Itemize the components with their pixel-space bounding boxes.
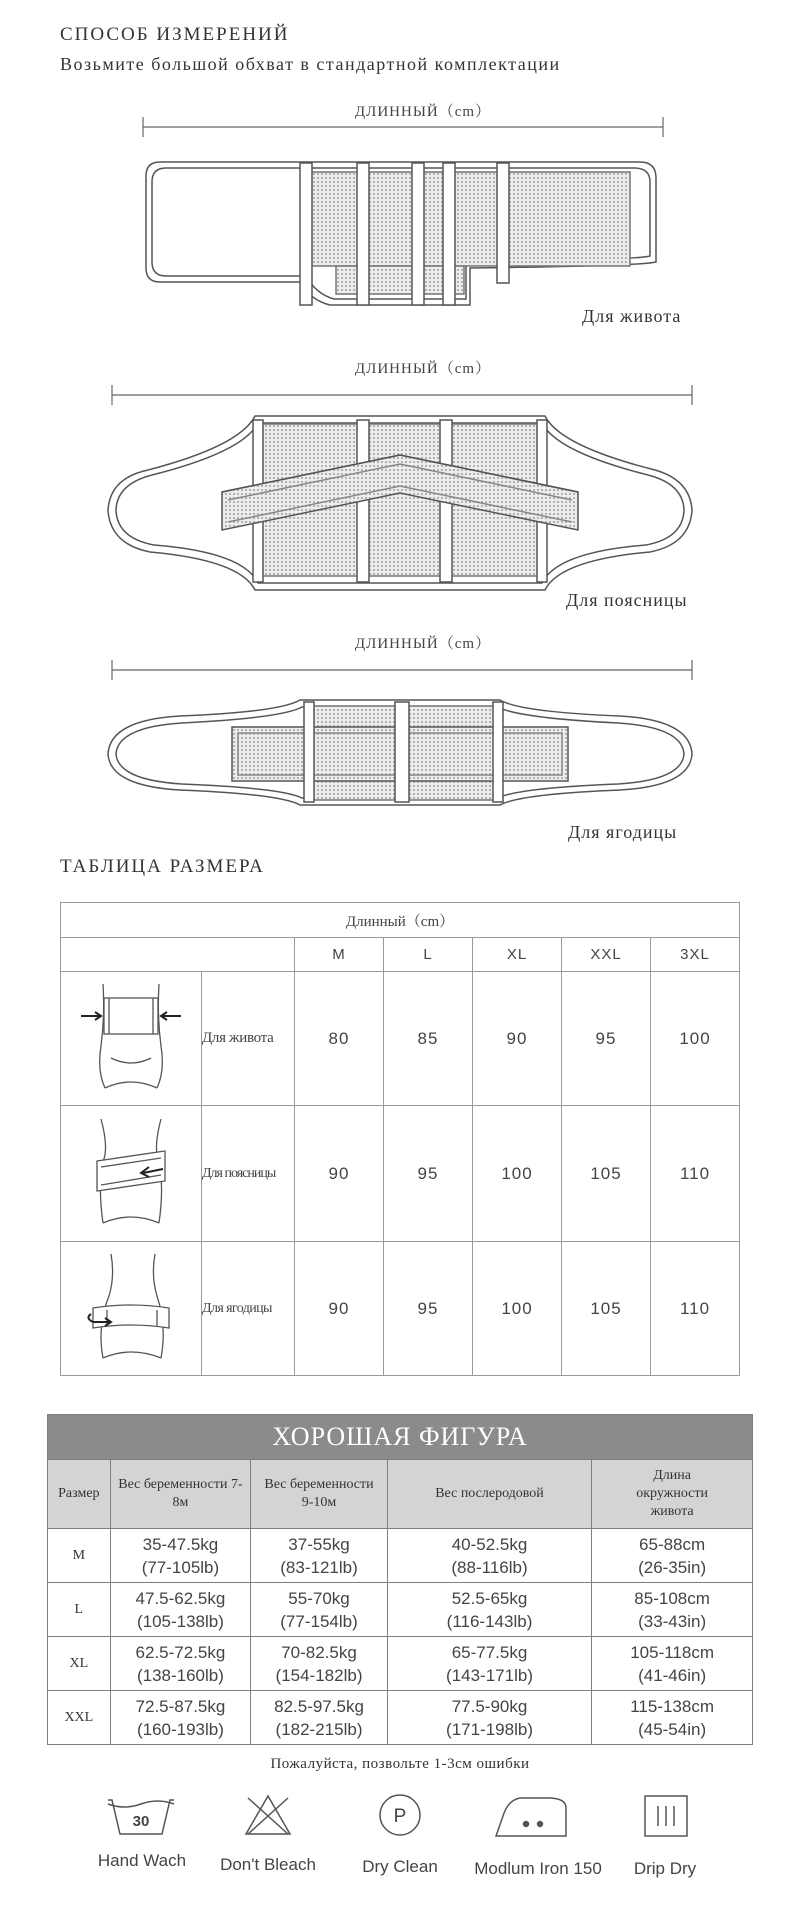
figure-kg: 65-77.5kg — [451, 1642, 528, 1662]
figure-lb: (160-193lb) — [136, 1719, 224, 1739]
size-value: 95 — [384, 1242, 473, 1376]
size-value: 80 — [295, 972, 384, 1106]
dry-clean-letter: P — [393, 1806, 407, 1827]
belt3-label: Для ягодицы — [568, 822, 678, 842]
size-value: 90 — [295, 1242, 384, 1376]
size-value: 100 — [473, 1106, 562, 1242]
figure-abdomen-illustration — [61, 972, 202, 1106]
wash-temp: 30 — [132, 1813, 150, 1830]
size-table — [60, 902, 740, 1376]
belt-buttocks-drawing — [108, 700, 692, 805]
figure-lb: (77-105lb) — [141, 1557, 220, 1577]
figure-kg: 40-52.5kg — [451, 1534, 528, 1554]
size-value: 100 — [651, 972, 740, 1106]
figure-size: XXL — [48, 1691, 111, 1745]
size-row-buttocks — [61, 1242, 740, 1376]
care-label-no-bleach: Don't Bleach — [220, 1855, 316, 1874]
iron-icon — [496, 1798, 566, 1836]
belt2-dimension-line — [112, 385, 692, 405]
figure-size: XL — [48, 1637, 111, 1691]
figure-lb: (88-116lb) — [451, 1557, 528, 1577]
figure-kg: 47.5-62.5kg — [135, 1588, 226, 1608]
size-col-xxl: XXL — [562, 938, 651, 972]
figure-kg: 52.5-65kg — [451, 1588, 528, 1608]
size-table-title: ТАБЛИЦА РАЗМЕРА — [60, 856, 265, 877]
figure-lb: (83-121lb) — [280, 1557, 358, 1577]
size-value: 95 — [384, 1106, 473, 1242]
figure-row-xxl — [48, 1691, 753, 1745]
size-table-corner — [61, 938, 295, 972]
figure-kg: 37-55kg — [288, 1534, 350, 1554]
size-value: 95 — [562, 972, 651, 1106]
care-label-dry-clean: Dry Clean — [362, 1857, 438, 1876]
figure-in: (33-43in) — [638, 1611, 707, 1631]
belt3-dimension-line — [112, 660, 692, 680]
care-label-hand-wash: Hand Wach — [97, 1851, 187, 1870]
figure-lb: (171-198lb) — [446, 1719, 533, 1739]
figure-kg: 55-70kg — [288, 1588, 350, 1608]
belt2-label: Для поясницы — [566, 590, 688, 610]
size-value: 105 — [562, 1242, 651, 1376]
size-row-label: Для живота — [202, 972, 295, 1106]
figure-cm: 65-88cm — [639, 1534, 706, 1554]
torso-lower-back-icon — [71, 1111, 191, 1231]
figure-in: (45-54in) — [638, 1719, 707, 1739]
figure-lb: (77-154lb) — [280, 1611, 358, 1631]
figure-col-belly: Длина окружности живота — [592, 1460, 753, 1529]
figure-kg: 70-82.5kg — [281, 1642, 357, 1662]
size-value: 105 — [562, 1106, 651, 1242]
figure-lb: (182-215lb) — [275, 1719, 363, 1739]
figure-lb: (138-160lb) — [136, 1665, 224, 1685]
size-value: 100 — [473, 1242, 562, 1376]
tolerance-note: Пожалуйста, позвольте 1-3см ошибки — [270, 1756, 530, 1772]
belt2-dim-label: ДЛИННЫЙ（cm） — [354, 361, 492, 377]
size-col-xl: XL — [473, 938, 562, 972]
figure-table-title: ХОРОШАЯ ФИГУРА — [48, 1415, 753, 1460]
figure-row-l — [48, 1583, 753, 1637]
figure-cm: 85-108cm — [634, 1588, 710, 1608]
figure-size: M — [48, 1529, 111, 1583]
belt1-label: Для живота — [582, 306, 682, 326]
size-value: 110 — [651, 1242, 740, 1376]
figure-col-postpartum: Вес послеродовой — [387, 1460, 591, 1529]
belt-diagrams — [0, 0, 800, 860]
figure-lb: (143-171lb) — [446, 1665, 533, 1685]
figure-buttocks-illustration — [61, 1242, 202, 1376]
size-col-3xl: 3XL — [651, 938, 740, 972]
figure-kg: 72.5-87.5kg — [135, 1696, 226, 1716]
size-value: 110 — [651, 1106, 740, 1242]
size-col-m: M — [295, 938, 384, 972]
no-bleach-icon — [246, 1796, 290, 1834]
figure-cm: 105-118cm — [630, 1642, 714, 1662]
belt3-dim-label: ДЛИННЫЙ（cm） — [354, 636, 492, 652]
care-label-iron: Modlum Iron 150 — [474, 1859, 602, 1878]
figure-lb: (154-182lb) — [275, 1665, 363, 1685]
figure-col-pregnancy-9-10: Вес беременности 9-10м — [251, 1460, 388, 1529]
belt-lower-back-drawing — [108, 416, 692, 590]
figure-lower-back-illustration — [61, 1106, 202, 1242]
figure-row-xl — [48, 1637, 753, 1691]
care-label-drip-dry: Drip Dry — [633, 1859, 697, 1878]
figure-cm: 115-138cm — [630, 1696, 714, 1716]
size-table-header: Длинный（cm） — [61, 903, 740, 938]
figure-in: (41-46in) — [638, 1665, 707, 1685]
size-value: 90 — [295, 1106, 384, 1242]
figure-size: L — [48, 1583, 111, 1637]
size-row-abdomen — [61, 972, 740, 1106]
torso-abdomen-icon — [71, 976, 191, 1096]
drip-dry-icon — [645, 1796, 687, 1836]
figure-lb: (105-138lb) — [136, 1611, 224, 1631]
figure-table — [47, 1414, 753, 1745]
figure-col-pregnancy-7-8: Вес беременности 7-8м — [110, 1460, 251, 1529]
figure-kg: 62.5-72.5kg — [135, 1642, 226, 1662]
figure-lb: (116-143lb) — [446, 1611, 533, 1631]
figure-col-size: Размер — [48, 1460, 111, 1529]
belt1-dim-label: ДЛИННЫЙ（cm） — [354, 104, 492, 120]
size-value: 85 — [384, 972, 473, 1106]
size-row-label: Для поясницы — [202, 1106, 295, 1242]
torso-buttocks-icon — [71, 1246, 191, 1366]
figure-in: (26-35in) — [638, 1557, 707, 1577]
figure-kg: 82.5-97.5kg — [274, 1696, 364, 1716]
measure-subtitle: Возьмите большой обхват в стандартной комплектации — [60, 54, 561, 74]
figure-kg: 35-47.5kg — [142, 1534, 219, 1554]
measure-title: СПОСОБ ИЗМЕРЕНИЙ — [60, 24, 290, 45]
figure-kg: 77.5-90kg — [451, 1696, 528, 1716]
belt-abdomen-drawing — [146, 162, 656, 305]
dry-clean-icon — [380, 1795, 420, 1835]
size-row-lower-back — [61, 1106, 740, 1242]
figure-row-m — [48, 1529, 753, 1583]
hand-wash-icon — [108, 1800, 174, 1834]
size-row-label: Для ягодицы — [202, 1242, 295, 1376]
size-value: 90 — [473, 972, 562, 1106]
size-col-l: L — [384, 938, 473, 972]
